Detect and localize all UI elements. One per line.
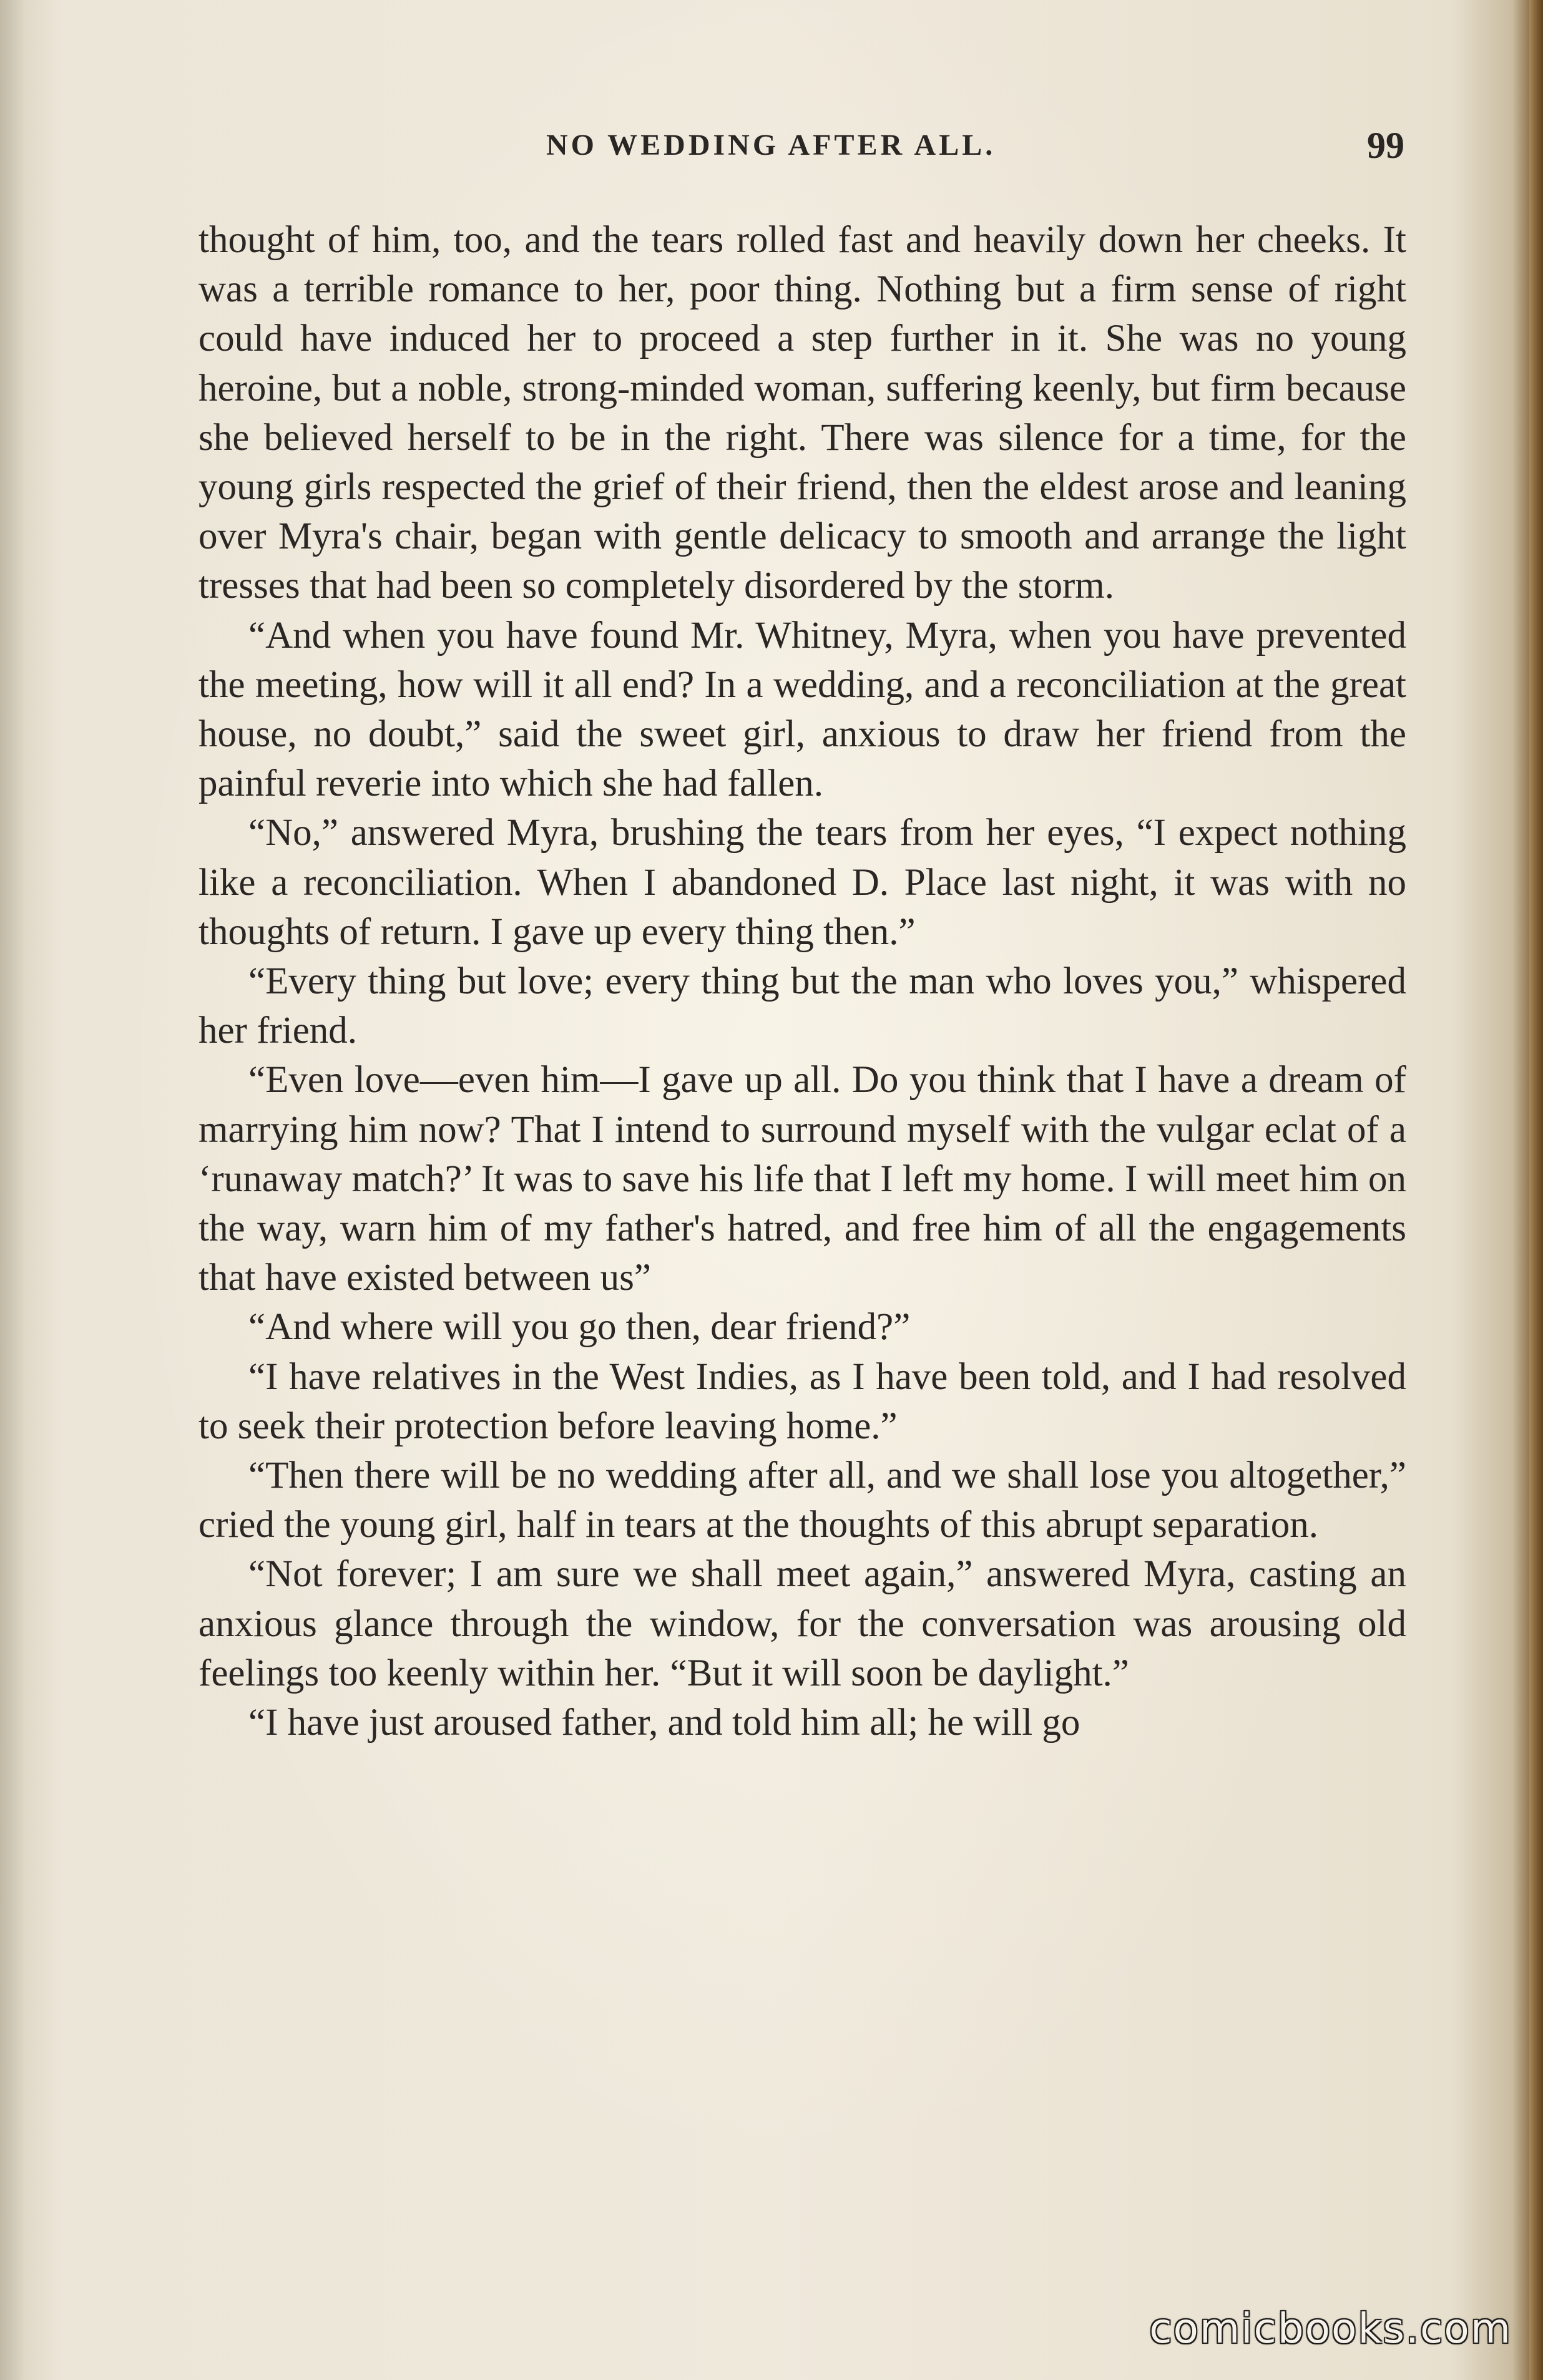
paragraph: “I have relatives in the West Indies, as I have been told, and I had resolved to seek their protection before leaving home.”	[198, 1355, 1406, 1447]
paragraph: “And where will you go then, dear friend?”	[248, 1306, 911, 1349]
body-text	[198, 215, 1406, 1747]
paragraph: “Not forever; I am sure we shall meet again,” answered Myra, casting an anxious glance through the window, for the conversation was arousing old feelings too keenly within her. “But it will soon be daylight.”	[198, 1553, 1406, 1694]
paragraph: “Even love—even him—I gave up all. Do you think that I have a dream of marrying him now? That I intend to surround myself with the vulgar eclat of a ‘runaway match?’ It was to save his life that I left my home. I will meet him on the way, warn him of my father's hatred, and free him of all the engagements that have existed between us”	[198, 1059, 1406, 1299]
book-spine-edge	[1529, 0, 1543, 2380]
paragraph: thought of him, too, and the tears rolled fast and heavily down her cheeks. It was a terrible romance to her, poor thing. Nothing but a firm sense of right could have induced her to proceed a step further in it. She was no young heroine, but a noble, strong-minded woman, suffering keenly, but firm because she believed herself to be in the right. There was silence for a time, for the young girls respected the grief of their friend, then the eldest arose and leaning over Myra's chair, began with gentle delicacy to smooth and arrange the light tresses that had been so completely disordered by the storm.	[198, 219, 1406, 607]
paragraph: “And when you have found Mr. Whitney, Myra, when you have prevented the meeting, how will it all end? In a wedding, and a reconciliation at the great house, no doubt,” said the sweet girl, anxious to draw her friend from the painful reverie into which she had fallen.	[198, 614, 1406, 805]
paragraph: “Every thing but love; every thing but the man who loves you,” whispered her friend.	[198, 960, 1406, 1052]
paragraph: “I have just aroused father, and told him all; he will go	[248, 1702, 1080, 1744]
watermark: comicbooks.com	[1149, 2304, 1512, 2353]
page-gutter-shadow	[0, 0, 25, 2380]
paragraph: “Then there will be no wedding after all, and we shall lose you altogether,” cried the young girl, half in tears at the thoughts of this abrupt separation.	[198, 1455, 1406, 1546]
page-number: 99	[1367, 125, 1404, 166]
running-head: NO WEDDING AFTER ALL.	[546, 129, 996, 162]
page-header	[200, 125, 1404, 172]
paragraph: “No,” answered Myra, brushing the tears from her eyes, “I expect nothing like a reconciliation. When I abandoned D. Place last night, it was with no thoughts of return. I gave up every thing then.”	[198, 812, 1406, 953]
